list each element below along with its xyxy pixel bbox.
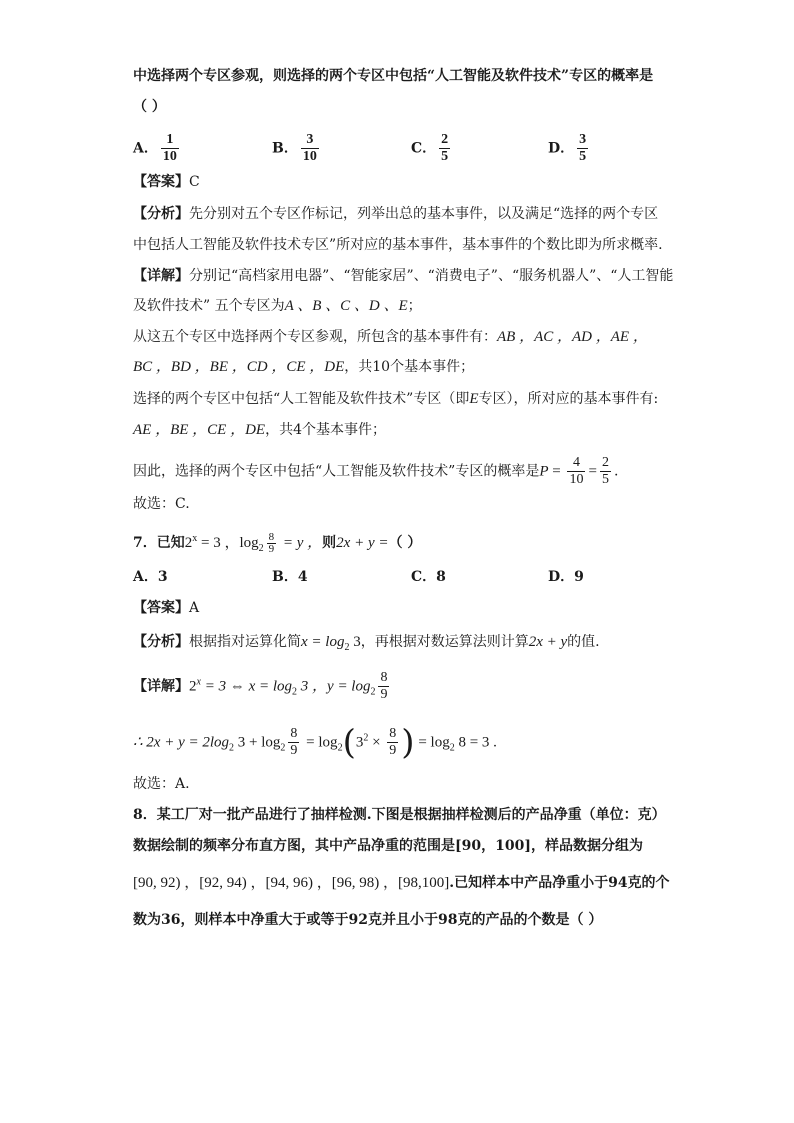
q6-option-d: D． $\frac{3}{5}$	[548, 132, 587, 164]
q6-detail-line2: 及软件技术” 五个专区为A 、B 、C 、D 、E；	[133, 298, 422, 314]
q6-detail-line4: BC ，BD ，BE ，CD ，CE ，DE，共10个基本事件；	[133, 359, 475, 375]
answer-tag: 【答案】	[133, 174, 189, 190]
q6-stem-line2: （ ）	[133, 99, 166, 115]
q6-analysis-line2: 中包括人工智能及软件技术专区”所对应的基本事件，基本事件的个数比即为所求概率.	[133, 237, 663, 253]
q7-option-d: D．9	[548, 569, 584, 585]
q6-conclusion: 故选：C.	[133, 496, 190, 512]
q6-stem-line1: 中选择两个专区参观，则选择的两个专区中包括“人工智能及软件技术”专区的概率是	[133, 68, 654, 84]
q7-conclusion: 故选：A.	[133, 776, 190, 792]
q6-detail-line3: 从这五个专区中选择两个专区参观，所包含的基本事件有：AB ，AC ，AD ，AE ，	[133, 329, 648, 345]
analysis-tag: 【分析】	[133, 634, 189, 650]
q6-option-c: C． $\frac{2}{5}$	[411, 132, 449, 164]
q8-line1: 8．某工厂对一批产品进行了抽样检测.下图是根据抽样检测后的产品净重（单位：克）	[133, 807, 666, 823]
q7-option-c: C．8	[411, 569, 446, 585]
q7-analysis: 【分析】根据指对运算化简$x = \log_2 3$，再根据对数运算法则计算2x + y的值.	[133, 634, 600, 653]
q8-line2: 数据绘制的频率分布直方图，其中产品净重的范围是[90，100]，样品数据分组为	[133, 838, 643, 854]
q6-option-a: A． $\frac{1}{10}$	[133, 132, 177, 164]
q7-detail-line2: ∴ $2x + y = 2\log_2$ $3 + \log_2$ $\frac{8}{9}$ = $\log_2(3^2$ × $\frac{8}{9}$ ) = $\log_2 8 = 3$ .	[133, 722, 497, 763]
q6-detail-line1: 【详解】分别记“高档家用电器”、“智能家居”、“消费电子”、“服务机器人”、“人工智能	[133, 268, 674, 284]
q7-answer	[133, 598, 199, 618]
answer-tag: 【答案】	[133, 600, 189, 616]
q7-option-b: B．4	[272, 569, 308, 585]
q7-stem: 7．已知$2^x = 3$ ，$\log_2$ $\frac{8}{9}$ = y ，则2x + y =（ ）	[133, 530, 422, 555]
q7-option-a: A．3	[133, 569, 168, 585]
q6-option-b: B． $\frac{3}{10}$	[272, 132, 317, 164]
q6-analysis-line1: 【分析】先分别对五个专区作标记，列举出总的基本事件，以及满足“选择的两个专区	[133, 206, 659, 222]
q8-line3: [90, 92) ，[92, 94) ，[94, 96) ，[96, 98) ，[98,100].已知样本中产品净重小于94克的个	[133, 875, 670, 891]
analysis-tag: 【分析】	[133, 206, 189, 222]
answer-value: C	[189, 174, 200, 190]
q6-answer	[133, 172, 200, 192]
detail-tag: 【详解】	[133, 268, 189, 284]
answer-value: A	[189, 600, 200, 616]
q6-detail-line7: 因此，选择的两个专区中包括“人工智能及软件技术”专区的概率是P = $\frac{4}{10}$ = $\frac{2}{5}$ .	[133, 455, 619, 487]
detail-tag: 【详解】	[133, 678, 189, 695]
q7-detail-line1: 【详解】$2^x = 3$ ⇔ $x = \log_2 3$ ，$y = \log_2$ $\frac{8}{9}$	[133, 670, 388, 702]
q6-detail-line6: AE ，BE ，CE ，DE，共4个基本事件；	[133, 422, 386, 438]
q6-detail-line5: 选择的两个专区中包括“人工智能及软件技术”专区（即E专区），所对应的基本事件有:	[133, 391, 659, 407]
q8-line4: 数为36，则样本中净重大于或等于92克并且小于98克的产品的个数是（ ）	[133, 912, 603, 928]
